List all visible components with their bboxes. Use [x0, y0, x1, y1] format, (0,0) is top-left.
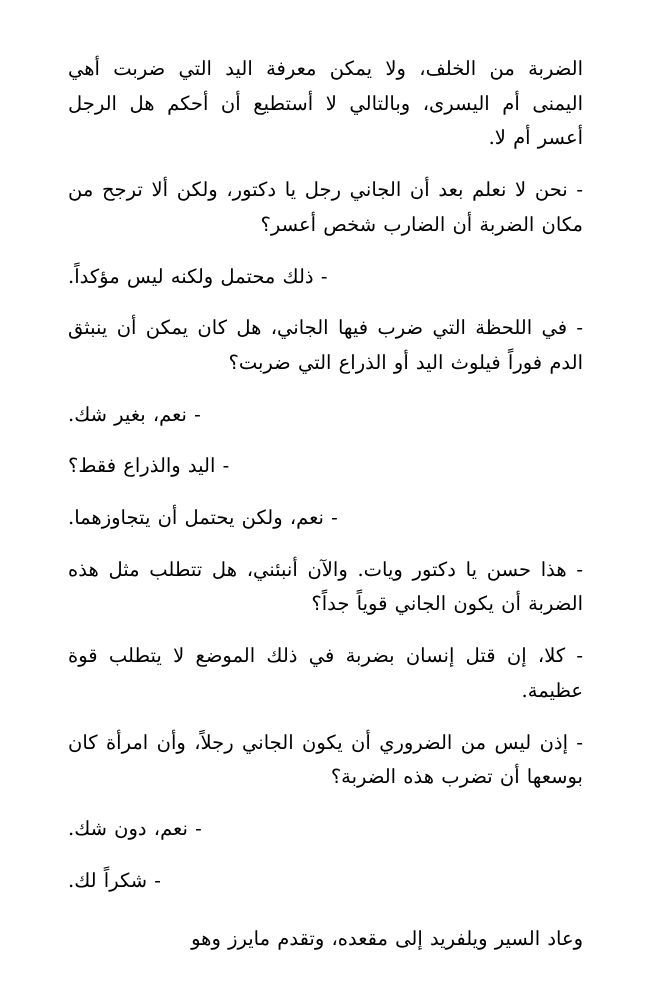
dialogue-line: - شكراً لك.	[68, 868, 161, 892]
paragraph: - في اللحظة التي ضرب فيها الجاني، هل كان يمكن أن ينبثق الدم فوراً فيلوث اليد أو الذراع التي ضربت؟	[68, 316, 583, 374]
dialogue-line: - نعم، ولكن يحتمل أن يتجاوزهما.	[68, 506, 338, 530]
dialogue-line: - نعم، دون شك.	[68, 816, 202, 840]
paragraph: - إذن ليس من الضروري أن يكون الجاني رجلاً، وأن امرأة كان بوسعها أن تضرب هذه الضربة؟	[68, 730, 584, 789]
paragraph: - كلا، إن قتل إنسان بضربة في ذلك الموضع لا يتطلب قوة عظيمة.	[68, 644, 583, 702]
dialogue-line: - ذلك محتمل ولكنه ليس مؤكداً.	[68, 264, 328, 288]
dialogue-line: - اليد والذراع فقط؟	[68, 454, 230, 478]
paragraph: الضربة من الخلف، ولا يمكن معرفة اليد التي ضربت أهي اليمنى أم اليسرى، وبالتالي لا أستطيع أن أحكم هل الرجل أعسر أم لا.	[68, 57, 583, 150]
paragraph: - هذا حسن يا دكتور ويات. والآن أنبئني، هل تتطلب مثل هذه الضربة أن يكون الجاني قوياً جداً؟	[68, 557, 583, 616]
dialogue-line: - نعم، بغير شك.	[68, 402, 201, 426]
paragraph: وعاد السير ويلفريد إلى مقعده، وتقدم مايرز وهو	[191, 927, 583, 951]
paragraph: - نحن لا نعلم بعد أن الجاني رجل يا دكتور، ولكن ألا ترجح من مكان الضربة أن الضارب شخص أعسر؟	[68, 178, 583, 236]
